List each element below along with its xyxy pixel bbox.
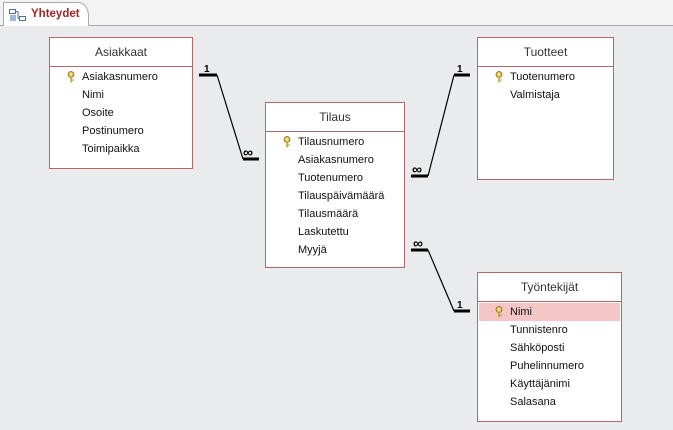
- field-name: Myyjä: [298, 244, 327, 256]
- table-tilaus[interactable]: [265, 102, 405, 268]
- key-icon: [495, 71, 503, 83]
- field-name: Tunnistenro: [510, 324, 568, 336]
- field-name: Nimi: [82, 89, 104, 101]
- table-title[interactable]: Tilaus: [266, 103, 404, 132]
- table-asiakkaat[interactable]: [49, 37, 193, 169]
- field-row[interactable]: [478, 375, 621, 393]
- field-row[interactable]: [50, 86, 192, 104]
- field-row[interactable]: [266, 205, 404, 223]
- field-row[interactable]: [478, 339, 621, 357]
- field-name: Asiakasnumero: [82, 71, 158, 83]
- field-list: [266, 132, 404, 259]
- key-icon: [67, 71, 75, 83]
- relationship-asiakkaat-tilaus[interactable]: [199, 64, 259, 160]
- field-row[interactable]: [266, 241, 404, 259]
- field-name: Nimi: [510, 306, 532, 318]
- key-icon: [283, 136, 291, 148]
- field-row[interactable]: [266, 133, 404, 151]
- table-title[interactable]: Työntekijät: [478, 273, 621, 302]
- field-list: [478, 67, 613, 104]
- relationship-tyontekijat-tilaus[interactable]: [411, 235, 470, 311]
- field-row[interactable]: [478, 393, 621, 411]
- field-row[interactable]: [50, 68, 192, 86]
- field-name: Laskutettu: [298, 226, 349, 238]
- field-name: Osoite: [82, 107, 114, 119]
- field-row[interactable]: [478, 86, 613, 104]
- field-name: Postinumero: [82, 125, 144, 137]
- key-icon: [495, 306, 503, 318]
- relationships-icon: [9, 8, 27, 22]
- field-row[interactable]: [50, 104, 192, 122]
- field-row[interactable]: [478, 68, 613, 86]
- table-title[interactable]: Asiakkaat: [50, 38, 192, 67]
- document-tab-strip: [0, 0, 673, 26]
- field-row[interactable]: [266, 169, 404, 187]
- field-name: Tilausmäärä: [298, 208, 359, 220]
- field-list: [478, 302, 621, 411]
- field-name: Sähköposti: [510, 342, 565, 354]
- table-tuotteet[interactable]: [477, 37, 614, 180]
- field-list: [50, 67, 192, 158]
- field-name: Tilausnumero: [298, 136, 365, 148]
- one-label: 1: [457, 300, 463, 311]
- table-title[interactable]: Tuotteet: [478, 38, 613, 67]
- field-name: Asiakasnumero: [298, 154, 374, 166]
- field-name: Tuotenumero: [298, 172, 364, 184]
- one-label: 1: [457, 64, 463, 75]
- field-name: Tuotenumero: [510, 71, 576, 83]
- field-name: Tilauspäivämäärä: [298, 190, 385, 202]
- field-row-selected[interactable]: [479, 303, 620, 321]
- many-label: ∞: [412, 161, 422, 177]
- field-row[interactable]: [50, 140, 192, 158]
- relationship-tuotteet-tilaus[interactable]: [411, 64, 470, 177]
- one-label: 1: [204, 64, 210, 75]
- field-row[interactable]: [266, 151, 404, 169]
- field-row[interactable]: [478, 321, 621, 339]
- field-name: Puhelinnumero: [510, 360, 584, 372]
- many-label: ∞: [243, 144, 253, 160]
- field-name: Valmistaja: [510, 89, 560, 101]
- field-row[interactable]: [50, 122, 192, 140]
- field-name: Toimipaikka: [82, 143, 140, 155]
- field-name: Käyttäjänimi: [510, 378, 570, 390]
- table-tyontekijat[interactable]: [477, 272, 622, 422]
- field-row[interactable]: [266, 223, 404, 241]
- tab-label: Yhteydet: [31, 8, 80, 20]
- field-row[interactable]: [478, 357, 621, 375]
- many-label: ∞: [413, 235, 423, 251]
- field-row[interactable]: [266, 187, 404, 205]
- field-name: Salasana: [510, 396, 556, 408]
- tab-yhteydet[interactable]: [3, 2, 89, 26]
